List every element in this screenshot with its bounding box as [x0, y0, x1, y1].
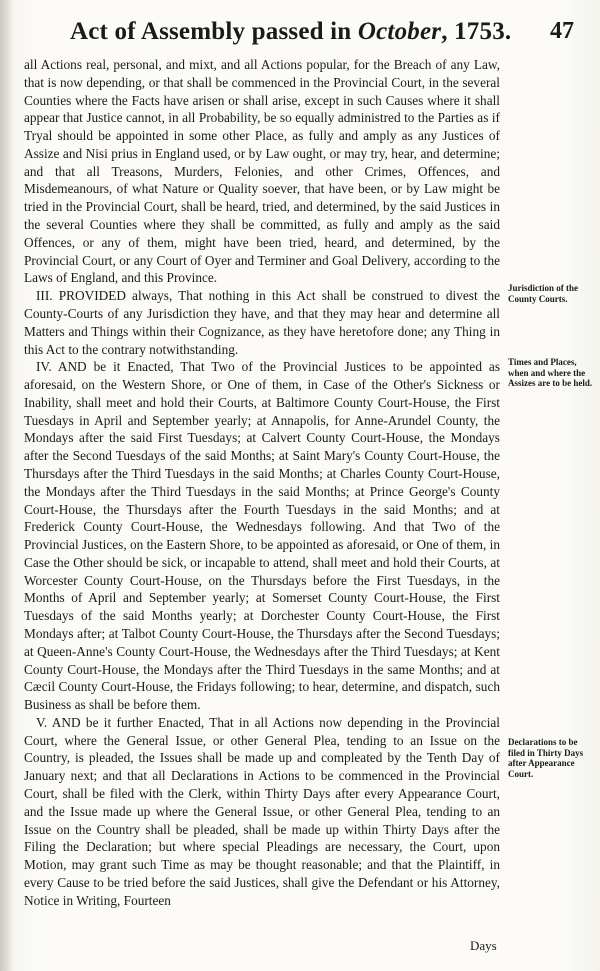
- running-title-year: , 1753.: [441, 18, 512, 45]
- running-title-prefix: Act of Assembly passed in: [70, 18, 358, 45]
- margin-note-jurisdiction: Jurisdiction of the County Courts.: [508, 283, 579, 304]
- section-v: V. AND be it further Enacted, That in all Actions now depending in the Provincial Court, where the General Issue, or other General Plea, tending to an Issue on the Country, is pleaded, the Issues shall be made up and compleated by the Tenth Day of January next; and that all Declarations in Actions to be commenced in the Provincial Court, shall be filed with the Clerk, within Thirty Days after every Appearance Court, and the Issue made up where the General Issue, or other General Plea, tending to an Issue on the Country shall be pleaded, shall be made up within Thirty Days after the Filing the Declaration; but where special Pleadings are necessary, the Court, upon Motion, may grant such Time as may be thought reasonable; and that the Plaintiff, in every Cause to be tried before the said Justices, shall give the Defendant or his Attorney, Notice in Writing, Fourteen: [24, 714, 500, 908]
- body-text: [24, 56, 500, 910]
- margin-note-declarations: Declarations to be filed in Thirty Days after Appearance Court.: [508, 737, 584, 779]
- margin-note-times-places: Times and Places, when and where the Assizes are to be held.: [508, 357, 593, 388]
- running-title: [70, 18, 511, 46]
- running-title-month: October: [357, 18, 442, 45]
- section-iv: IV. AND be it Enacted, That Two of the Provincial Justices to be appointed as aforesaid, on the Western Shore, or One of them, in Case of the Other's Sickness or Inability, shall meet and hold their Courts, at Baltimore County Court-House, the First Tuesdays in April and September yearly; at Annapolis, for Anne-Arundel County, the Mondays after the said First Tuesdays; at Calvert County Court-House, the Mondays after the Second Tuesdays of the said Months; at Saint Mary's County Court-House, the Thursdays after the Third Tuesdays in the said Months; at Charles County Court-House, the Mondays after the Third Tuesdays in the said Months; at Prince George's County Court-House, the Thursdays after the Fourth Tuesdays in the said Months; and at Frederick County Court-House, the Wednesdays following. And that Two of the Provincial Justices, on the Eastern Shore, to be appointed as aforesaid, or One of them, in Case the Other should be sick, or incapable to attend, shall meet and hold their Courts, at Worcester County Court-House, on the Thursdays before the First Tuesdays, in the Months of April and September yearly; at Somerset County Court-House, the First Tuesdays of the said Months yearly; at Dorchester County Court-House, the First Mondays after; at Talbot County Court-House, the Thursdays after the Second Tuesdays; at Queen-Anne's County Court-House, the Wednesdays after the Third Tuesdays; at Kent County Court-House, the Mondays after the Third Tuesdays in the same Months; and at Cæcil County Court-House, the Fridays following; to hear, determine, and dispatch, such Business as shall be before them.: [24, 359, 500, 713]
- page-header: [40, 16, 580, 52]
- page-number: 47: [550, 18, 574, 44]
- paragraph-continuation: all Actions real, personal, and mixt, and all Actions popular, for the Breach of any Law, that is now depending, or that shall be commenced in the Provincial Court, in the several Counties where the Facts have arisen or shall arise, except in such Causes where it shall appear that Justice cannot, in all Probability, be so equally administred to the Parties as if Tryal should be appointed in some other Place, as fully and amply as any Justices of Assize and Nisi prius in England used, or by Law ought, or may try, hear, and determine; and that all Treasons, Murders, Felonies, and other Crimes, Offences, and Misdemeanours, of what Nature or Quality soever, that have been, or by Law might be tried in the Provincial Court, shall be heard, tried, and determined, by the said Justices in the several Counties where they shall be committed, as fully and amply as the said Offences, or any of them, might have been tried, heard, and determined, by the Provincial Court, or any Court of Oyer and Terminer and Goal Delivery, according to the Laws of England, and this Province.: [24, 57, 500, 286]
- section-iii: III. PROVIDED always, That nothing in this Act shall be construed to divest the County-Courts of any Jurisdiction they have, and that they may hear and determine all Matters and Things within their Cognizance, as they have heretofore done; any Thing in this Act to the contrary notwithstanding.: [24, 288, 500, 357]
- catchword: Days: [470, 938, 497, 953]
- gutter-shadow: [0, 0, 14, 971]
